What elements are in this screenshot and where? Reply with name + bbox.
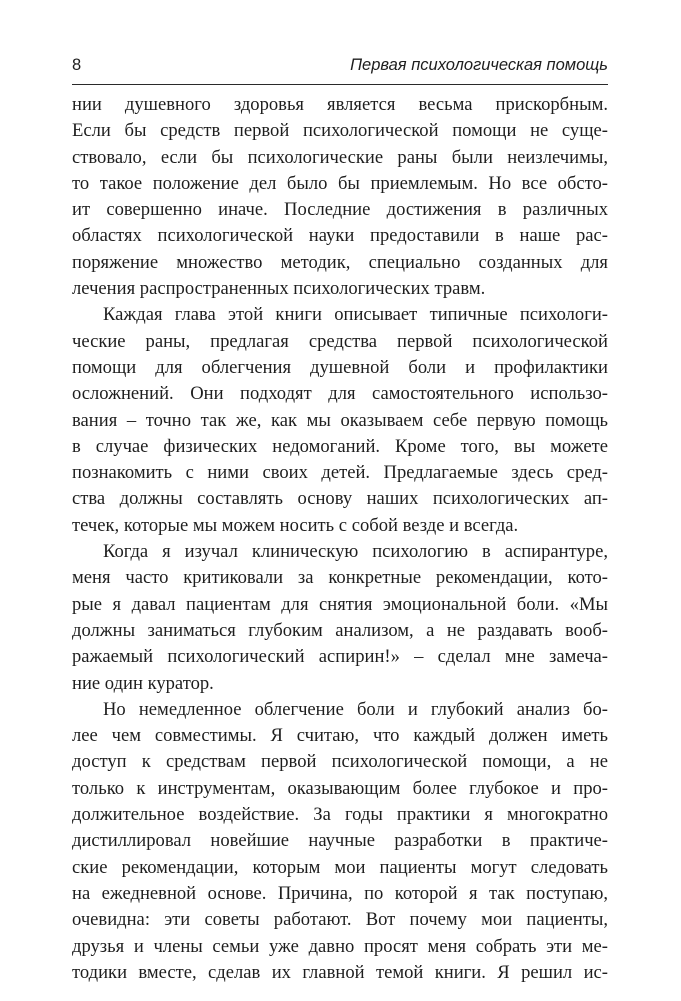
text-line: ит совершенно иначе. Последние достижения в различных — [72, 199, 608, 221]
text-line: лечения распространенных психологических травм. — [72, 278, 486, 300]
text-line: осложнений. Они подходят для самостоятельного использо- — [72, 383, 608, 405]
header-rule — [72, 84, 608, 85]
paragraph — [72, 92, 608, 302]
text-line: меня часто критиковали за конкретные рекомендации, кото- — [72, 567, 608, 589]
text-line: ческие раны, предлагая средства первой психологической — [72, 330, 608, 352]
text-line: лее чем совместимы. Я считаю, что каждый должен иметь — [72, 725, 608, 747]
text-line: познакомить с ними своих детей. Предлагаемые здесь сред- — [72, 462, 608, 484]
running-title: Первая психологическая помощь — [350, 56, 608, 74]
text-line: очевидна: эти советы работают. Вот почему мои пациенты, — [72, 909, 608, 931]
text-line: поряжение множество методик, специально созданных для — [72, 251, 608, 273]
text-line: дистиллировал новейшие научные разработки в практиче- — [72, 830, 608, 852]
text-line: должны заниматься глубоким анализом, а не раздавать вооб- — [72, 619, 608, 641]
text-line: ражаемый психологический аспирин!» – сделал мне замеча- — [72, 646, 608, 668]
paragraph — [72, 302, 608, 539]
text-line: то такое положение дел было бы приемлемым. Но все обсто- — [72, 172, 608, 194]
text-line: помощи для облегчения душевной боли и профилактики — [72, 356, 608, 378]
text-line: вания – точно так же, как мы оказываем себе первую помощь — [72, 409, 608, 431]
text-line: нии душевного здоровья является весьма прискорбным. — [72, 94, 608, 115]
text-line: рые я давал пациентам для снятия эмоциональной боли. «Мы — [72, 593, 608, 615]
text-line: тодики вместе, сделав их главной темой книги. Я решил ис- — [72, 961, 608, 983]
paragraph — [72, 539, 608, 697]
text-line: Но немедленное облегчение боли и глубокий анализ бо- — [103, 698, 608, 720]
text-line: областях психологической науки предоставили в наше рас- — [72, 225, 608, 247]
text-line: ства должны составлять основу наших психологических ап- — [72, 488, 608, 510]
text-line: доступ к средствам первой психологической помощи, а не — [72, 751, 608, 773]
text-line: только к инструментам, оказывающим более глубокое и про- — [72, 777, 608, 799]
text-line: ние один куратор. — [72, 672, 214, 694]
body-text — [72, 92, 608, 986]
text-line: течек, которые мы можем носить с собой везде и всегда. — [72, 514, 519, 536]
paragraph — [72, 697, 608, 986]
text-line: должительное воздействие. За годы практики я многократно — [72, 804, 608, 826]
text-line: Каждая глава этой книги описывает типичные психологи- — [103, 304, 608, 326]
text-line: ские рекомендации, которым мои пациенты могут следовать — [72, 856, 608, 878]
running-head — [72, 56, 608, 80]
text-line: Если бы средств первой психологической помощи не суще- — [72, 120, 608, 142]
page-number: 8 — [72, 56, 82, 74]
text-line: друзья и члены семьи уже давно просят меня собрать эти ме- — [72, 935, 608, 957]
text-line: ствовало, если бы психологические раны были неизлечимы, — [72, 146, 608, 168]
text-line: на ежедневной основе. Причина, по которой я так поступаю, — [72, 882, 608, 904]
text-line: в случае физических недомоганий. Кроме того, вы можете — [72, 435, 608, 457]
text-line: Когда я изучал клиническую психологию в аспирантуре, — [103, 541, 608, 563]
